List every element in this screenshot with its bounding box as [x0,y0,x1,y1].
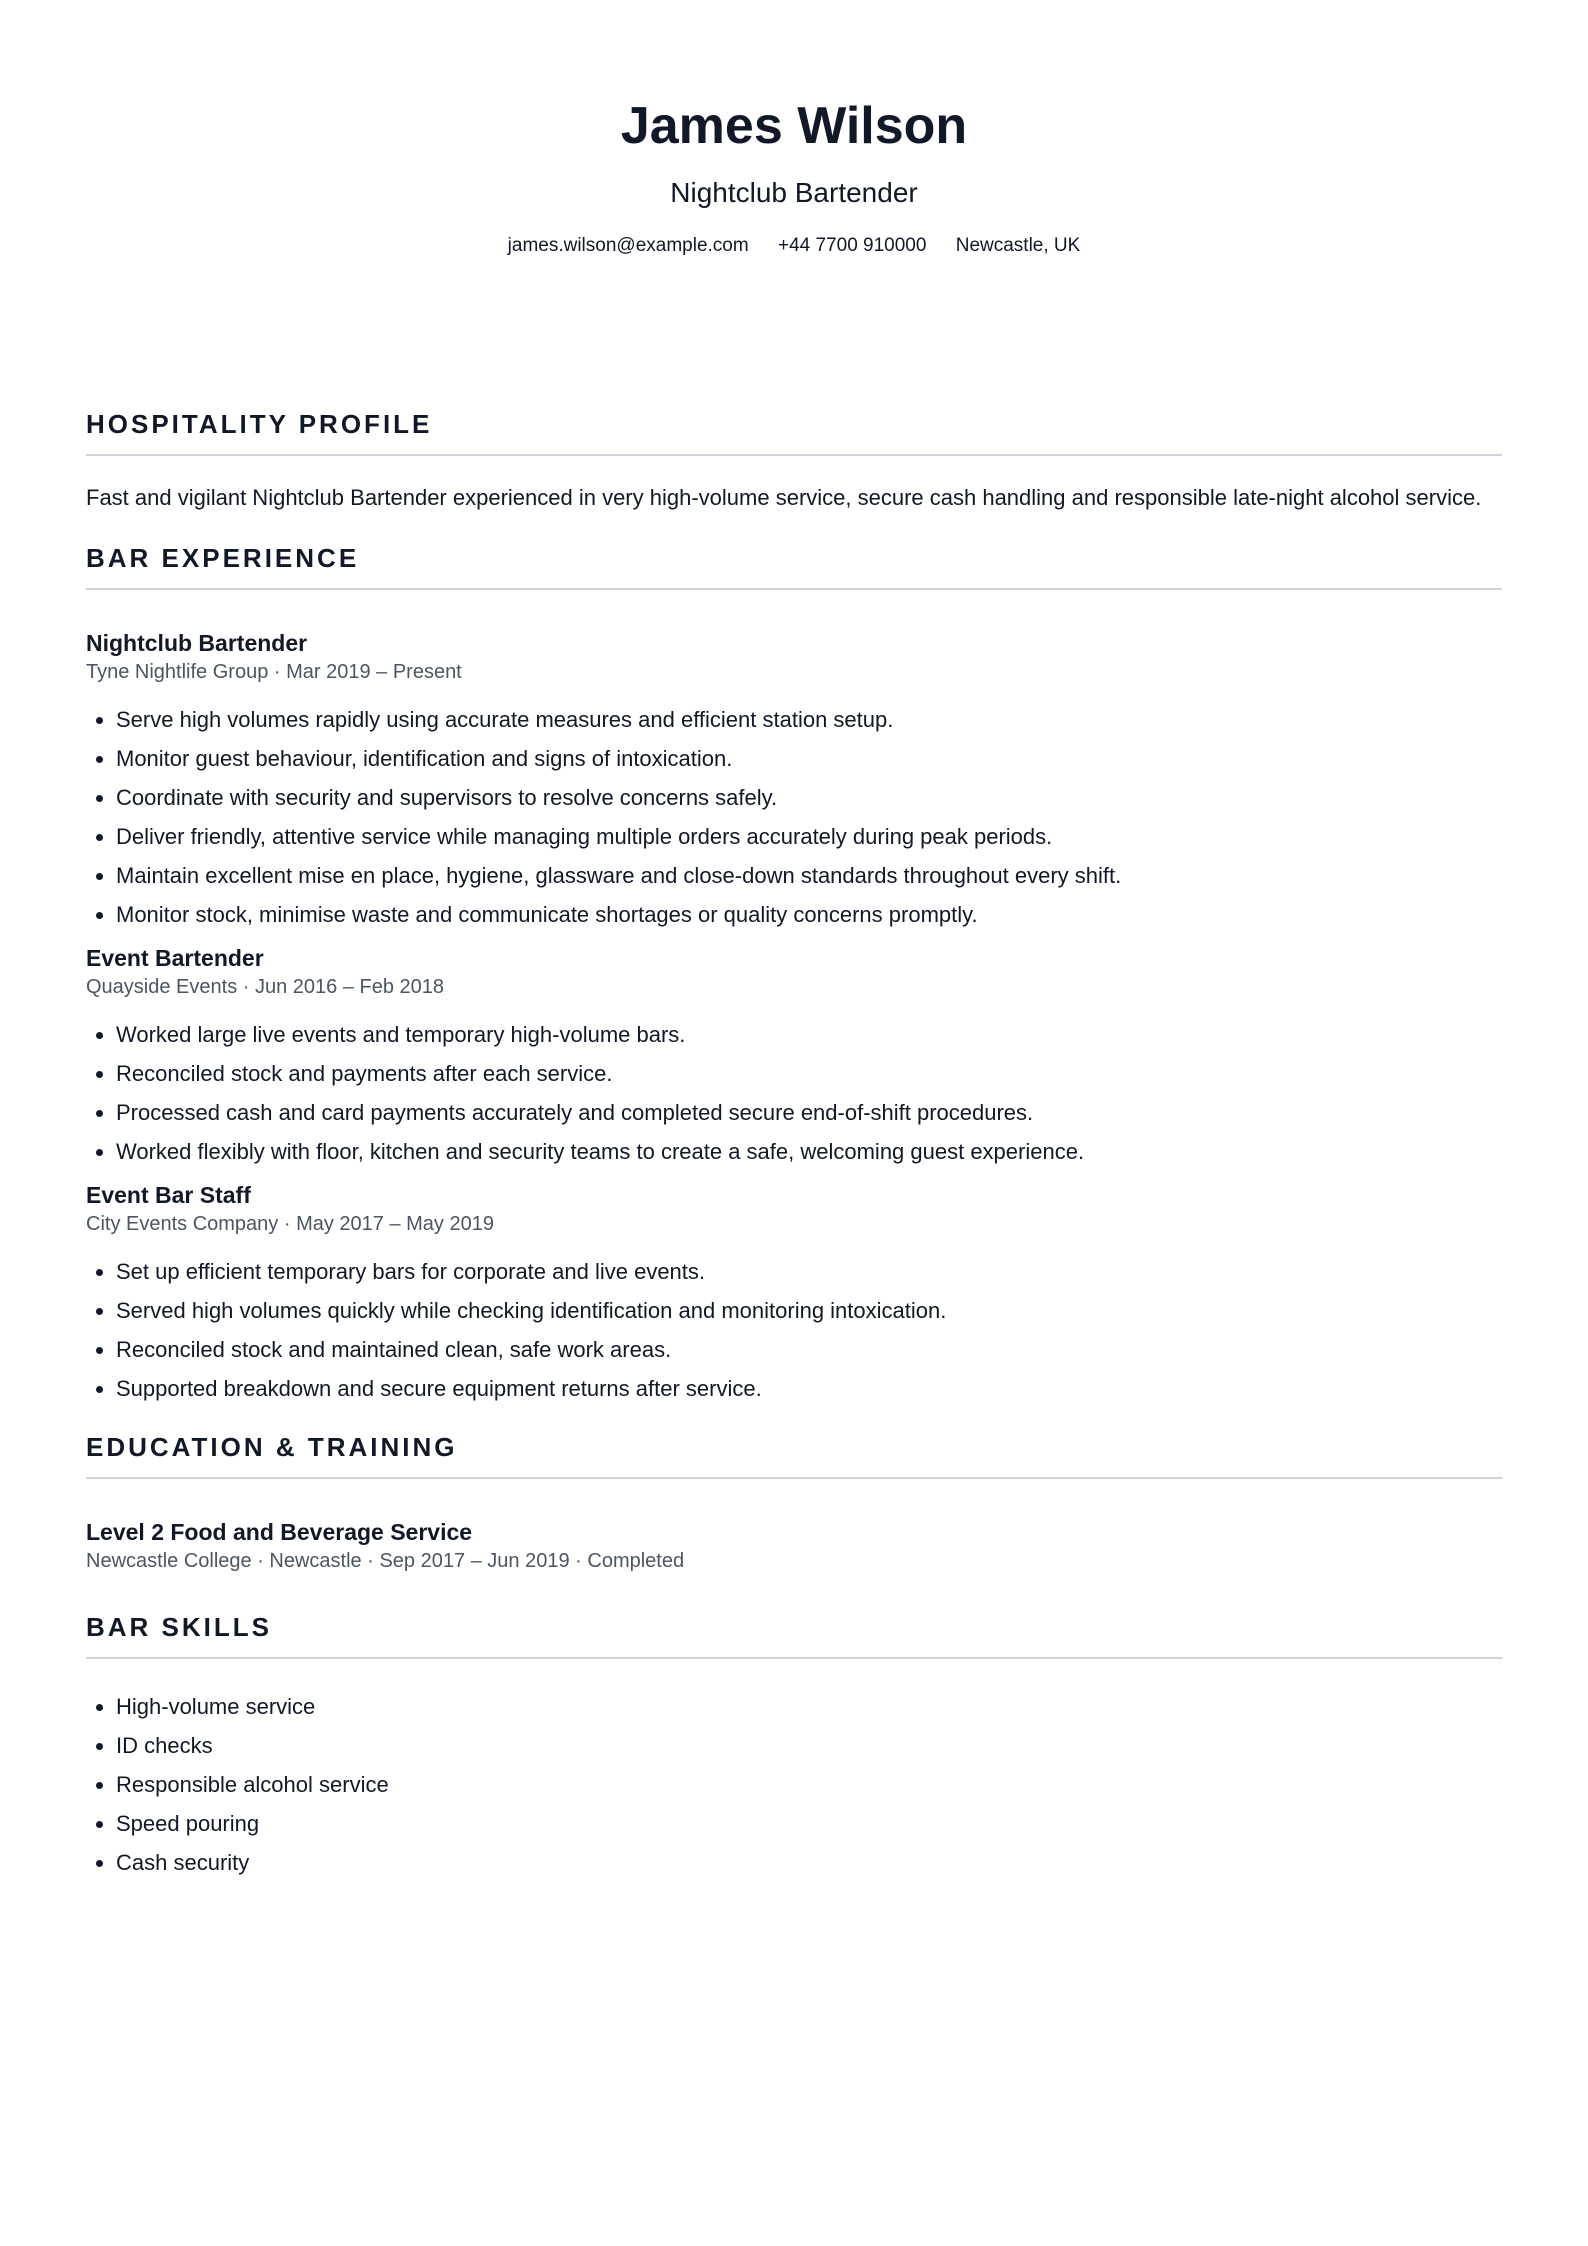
job-title: Nightclub Bartender [86,630,308,656]
section-heading: BAR SKILLS [86,1611,1502,1659]
list-item: • Serve high volumes rapidly using accurate measures and efficient station setup. [116,706,1502,734]
job-title: Event Bar Staff [86,1182,251,1208]
list-item: • Reconciled stock and payments after each service. [116,1060,1502,1088]
job-meta: City Events Company · May 2017 – May 2019 [86,1213,494,1235]
list-item: • Worked flexibly with floor, kitchen and security teams to create a safe, welcoming guest experience. [116,1138,1502,1166]
education-title: Level 2 Food and Beverage Service [86,1519,473,1545]
profile-summary: Fast and vigilant Nightclub Bartender experienced in very high-volume service, secure cash handling and responsible late-night alcohol service. [86,485,1482,510]
resume-header [86,0,1502,258]
contact-email[interactable]: james.wilson@example.com [507,235,749,256]
list-item: • Supported breakdown and secure equipment returns after service. [116,1375,1502,1403]
skills-section [86,1611,1502,1877]
section-heading: BAR EXPERIENCE [86,542,1502,590]
profile-section [86,408,1502,514]
list-item: • Deliver friendly, attentive service while managing multiple orders accurately during peak periods. [116,823,1502,851]
job-title: Event Bartender [86,945,264,971]
education-meta: Newcastle College · Newcastle · Sep 2017 – Jun 2019 · Completed [86,1550,685,1572]
contact-location: Newcastle, UK [955,235,1081,256]
contact-line [86,234,1502,258]
education-entry [86,1517,1502,1575]
list-item: • Reconciled stock and maintained clean, safe work areas. [116,1336,1502,1364]
list-item: • Speed pouring [116,1810,1502,1838]
job-entry [86,943,1502,1166]
list-item: • High-volume service [116,1693,1502,1721]
job-entry [86,628,1502,929]
job-meta: Quayside Events · Jun 2016 – Feb 2018 [86,976,445,998]
section-heading: HOSPITALITY PROFILE [86,408,1502,456]
list-item: • Coordinate with security and supervisors to resolve concerns safely. [116,784,1502,812]
candidate-title: Nightclub Bartender [670,177,918,208]
list-item: • Maintain excellent mise en place, hygiene, glassware and close-down standards throughout every shift. [116,862,1502,890]
list-item: • Worked large live events and temporary high-volume bars. [116,1021,1502,1049]
list-item: • ID checks [116,1732,1502,1760]
list-item: • Served high volumes quickly while checking identification and monitoring intoxication. [116,1297,1502,1325]
list-item: • Monitor guest behaviour, identification and signs of intoxication. [116,745,1502,773]
skills-list [86,1693,1502,1877]
job-meta: Tyne Nightlife Group · Mar 2019 – Present [86,661,462,683]
job-bullets [86,706,1502,929]
education-section [86,1431,1502,1575]
job-entry [86,1180,1502,1403]
list-item: • Monitor stock, minimise waste and communicate shortages or quality concerns promptly. [116,901,1502,929]
contact-phone[interactable]: +44 7700 910000 [777,235,927,256]
candidate-name: James Wilson [620,97,968,155]
job-bullets [86,1021,1502,1166]
list-item: • Cash security [116,1849,1502,1877]
list-item: • Responsible alcohol service [116,1771,1502,1799]
list-item: • Set up efficient temporary bars for corporate and live events. [116,1258,1502,1286]
list-item: • Processed cash and card payments accurately and completed secure end-of-shift procedures. [116,1099,1502,1127]
section-heading: EDUCATION & TRAINING [86,1431,1502,1479]
job-bullets [86,1258,1502,1403]
experience-section [86,542,1502,1403]
